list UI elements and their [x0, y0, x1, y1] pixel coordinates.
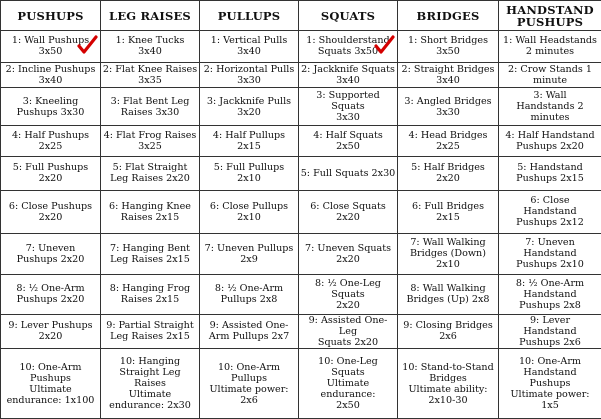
step-row-9 [1, 314, 601, 349]
handstand-pushups-step-2: 2: Crow Stands 1 minute [499, 62, 601, 88]
squats-step-7: 7: Uneven Squats 2x20 [299, 233, 398, 274]
pullups-step-10: 10: One-Arm Pullups Ultimate power: 2x6 [200, 349, 299, 419]
header-pullups: PULLUPS [200, 1, 299, 31]
pushups-step-10: 10: One-Arm Pushups Ultimate endurance: 1x100 [1, 349, 101, 419]
pullups-step-1: 1: Vertical Pulls 3x40 [200, 31, 299, 63]
handstand-pushups-step-6: 6: Close Handstand Pushups 2x12 [499, 190, 601, 233]
squats-step-8: 8: ½ One-Leg Squats 2x20 [299, 274, 398, 314]
bridges-step-1: 1: Short Bridges 3x50 [398, 31, 499, 63]
pushups-step-8: 8: ½ One-Arm Pushups 2x20 [1, 274, 101, 314]
pushups-step-7: 7: Uneven Pushups 2x20 [1, 233, 101, 274]
pullups-step-6: 6: Close Pullups 2x10 [200, 190, 299, 233]
step-row-4 [1, 126, 601, 157]
squats-step-1: 1: Shoulderstand Squats 3x50 [299, 31, 398, 63]
header-bridges: BRIDGES [398, 1, 499, 31]
handstand-pushups-step-7: 7: Uneven Handstand Pushups 2x10 [499, 233, 601, 274]
bridges-step-7: 7: Wall Walking Bridges (Down) 2x10 [398, 233, 499, 274]
leg-raises-step-1: 1: Knee Tucks 3x40 [101, 31, 200, 63]
leg-raises-step-4: 4: Flat Frog Raises 3x25 [101, 126, 200, 157]
header-handstand-pushups: HANDSTAND PUSHUPS [499, 1, 601, 31]
step-row-2 [1, 62, 601, 88]
squats-step-9: 9: Assisted One-Leg Squats 2x20 [299, 314, 398, 349]
step-row-7 [1, 233, 601, 274]
squats-step-6: 6: Close Squats 2x20 [299, 190, 398, 233]
step-row-3 [1, 88, 601, 126]
handstand-pushups-step-3: 3: Wall Handstands 2 minutes [499, 88, 601, 126]
red-checkmark-icon [76, 34, 98, 56]
header-pushups: PUSHUPS [1, 1, 101, 31]
header-row [1, 1, 601, 31]
pullups-step-2: 2: Horizontal Pulls 3x30 [200, 62, 299, 88]
bridges-step-9: 9: Closing Bridges 2x6 [398, 314, 499, 349]
handstand-pushups-step-9: 9: Lever Handstand Pushups 2x6 [499, 314, 601, 349]
pushups-step-4: 4: Half Pushups 2x25 [1, 126, 101, 157]
header-leg-raises: LEG RAISES [101, 1, 200, 31]
bridges-step-8: 8: Wall Walking Bridges (Up) 2x8 [398, 274, 499, 314]
leg-raises-step-3: 3: Flat Bent Leg Raises 3x30 [101, 88, 200, 126]
pushups-step-9: 9: Lever Pushups 2x20 [1, 314, 101, 349]
squats-step-4: 4: Half Squats 2x50 [299, 126, 398, 157]
handstand-pushups-step-8: 8: ½ One-Arm Handstand Pushups 2x8 [499, 274, 601, 314]
pullups-step-5: 5: Full Pullups 2x10 [200, 156, 299, 190]
squats-step-2: 2: Jackknife Squats 3x40 [299, 62, 398, 88]
pushups-step-1: 1: Wall Pushups 3x50 [1, 31, 101, 63]
step-row-5 [1, 156, 601, 190]
pullups-step-9: 9: Assisted One- Arm Pullups 2x7 [200, 314, 299, 349]
pushups-step-5: 5: Full Pushups 2x20 [1, 156, 101, 190]
step-row-10 [1, 349, 601, 419]
handstand-pushups-step-5: 5: Handstand Pushups 2x15 [499, 156, 601, 190]
pushups-step-2: 2: Incline Pushups 3x40 [1, 62, 101, 88]
bridges-step-6: 6: Full Bridges 2x15 [398, 190, 499, 233]
squats-step-3: 3: Supported Squats 3x30 [299, 88, 398, 126]
leg-raises-step-9: 9: Partial Straight Leg Raises 2x15 [101, 314, 200, 349]
bridges-step-3: 3: Angled Bridges 3x30 [398, 88, 499, 126]
squats-step-5: 5: Full Squats 2x30 [299, 156, 398, 190]
leg-raises-step-7: 7: Hanging Bent Leg Raises 2x15 [101, 233, 200, 274]
bridges-step-10: 10: Stand-to-Stand Bridges Ultimate ability: 2x10-30 [398, 349, 499, 419]
bridges-step-2: 2: Straight Bridges 3x40 [398, 62, 499, 88]
squats-step-10: 10: One-Leg Squats Ultimate endurance: 2x50 [299, 349, 398, 419]
handstand-pushups-step-1: 1: Wall Headstands 2 minutes [499, 31, 601, 63]
leg-raises-step-5: 5: Flat Straight Leg Raises 2x20 [101, 156, 200, 190]
pullups-step-3: 3: Jackknife Pulls 3x20 [200, 88, 299, 126]
pushups-step-6: 6: Close Pushups 2x20 [1, 190, 101, 233]
handstand-pushups-step-10: 10: One-Arm Handstand Pushups Ultimate power: 1x5 [499, 349, 601, 419]
pullups-step-7: 7: Uneven Pullups 2x9 [200, 233, 299, 274]
header-squats: SQUATS [299, 1, 398, 31]
bridges-step-4: 4: Head Bridges 2x25 [398, 126, 499, 157]
pullups-step-8: 8: ½ One-Arm Pullups 2x8 [200, 274, 299, 314]
step-row-6 [1, 190, 601, 233]
step-row-8 [1, 274, 601, 314]
leg-raises-step-10: 10: Hanging Straight Leg Raises Ultimate endurance: 2x30 [101, 349, 200, 419]
red-checkmark-icon [373, 34, 395, 56]
handstand-pushups-step-4: 4: Half Handstand Pushups 2x20 [499, 126, 601, 157]
leg-raises-step-6: 6: Hanging Knee Raises 2x15 [101, 190, 200, 233]
pullups-step-4: 4: Half Pullups 2x15 [200, 126, 299, 157]
bridges-step-5: 5: Half Bridges 2x20 [398, 156, 499, 190]
pushups-step-3: 3: Kneeling Pushups 3x30 [1, 88, 101, 126]
leg-raises-step-2: 2: Flat Knee Raises 3x35 [101, 62, 200, 88]
leg-raises-step-8: 8: Hanging Frog Raises 2x15 [101, 274, 200, 314]
